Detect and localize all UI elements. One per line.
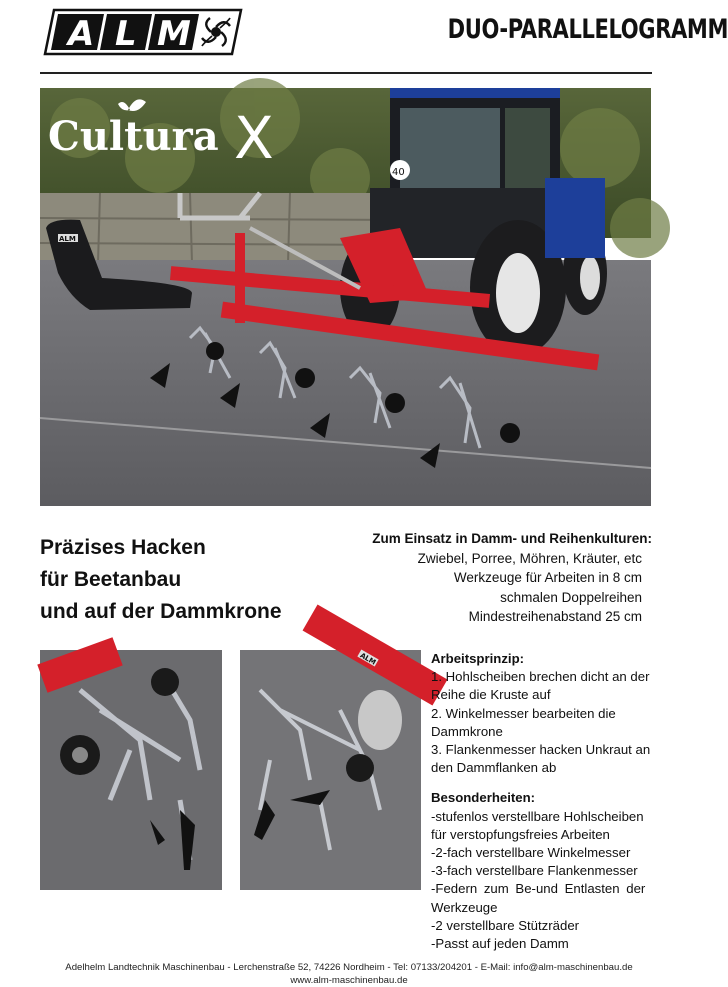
- features-heading: Besonderheiten:: [431, 790, 536, 806]
- feature-line: -3-fach verstellbare Flankenmesser: [431, 863, 638, 879]
- footer-address: Adelhelm Landtechnik Maschinenbau - Lerchenstraße 52, 74226 Nordheim - Tel: 07133/204201 - E-Mail: info@alm-maschinenbau.de: [65, 962, 633, 973]
- info-column: [431, 650, 653, 953]
- usage-line: Zwiebel, Porree, Möhren, Kräuter, etc: [417, 550, 642, 566]
- logo-letter-a: A: [68, 14, 95, 54]
- feature-line: -Passt auf jeden Damm: [431, 936, 569, 952]
- feature-line: Werkzeuge: [431, 899, 498, 915]
- principle-line: 3. Flankenmesser hacken Unkraut an: [431, 742, 651, 758]
- usage-heading: Zum Einsatz in Damm- und Reihenkulturen:: [372, 531, 652, 546]
- usage-block: [330, 529, 652, 627]
- headline-line-1: Präzises Hacken: [40, 536, 206, 559]
- logo-letter-l: L: [115, 14, 137, 54]
- usage-line: Mindestreihenabstand 25 cm: [468, 609, 642, 624]
- hero-photo: [40, 88, 651, 506]
- document-title: DUO-PARALLELOGRAMM: [447, 14, 728, 45]
- principle-heading: Arbeitsprinzip:: [431, 651, 525, 666]
- principle-line: 2. Winkelmesser bearbeiten die: [431, 705, 616, 721]
- svg-text:ALM: ALM: [59, 235, 76, 243]
- svg-text:Cultura: Cultura: [48, 113, 219, 160]
- detail-photo-left: [40, 650, 222, 890]
- logo-letter-m: M: [157, 14, 191, 54]
- svg-text:ALM: ALM: [358, 651, 378, 667]
- headline-line-3: und auf der Dammkrone: [40, 600, 282, 623]
- feature-line: -2-fach verstellbare Winkelmesser: [431, 845, 631, 861]
- svg-text:X: X: [234, 104, 274, 172]
- feature-line: -stufenlos verstellbare Hohlscheiben: [431, 808, 644, 824]
- principle-line: 1. Hohlscheiben brechen dicht an der: [431, 669, 650, 685]
- footer-website: www.alm-maschinenbau.de: [290, 975, 408, 986]
- svg-text:40: 40: [392, 167, 405, 178]
- alm-logo: [44, 9, 242, 55]
- feature-line: für verstopfungsfreies Arbeiten: [431, 826, 610, 842]
- principle-line: Reihe die Kruste auf: [431, 687, 551, 703]
- usage-line: schmalen Doppelreihen: [500, 589, 642, 605]
- headline: [40, 532, 340, 628]
- usage-line: Werkzeuge für Arbeiten in 8 cm: [453, 570, 642, 585]
- headline-line-2: für Beetanbau: [40, 568, 182, 591]
- principle-line: den Dammflanken ab: [431, 760, 557, 776]
- header-divider: [40, 72, 652, 74]
- feature-line: -Federn zum Be-und Entlasten der: [431, 881, 646, 897]
- spacer: [431, 777, 653, 789]
- footer: [20, 961, 678, 987]
- principle-line: Dammkrone: [431, 723, 503, 739]
- feature-line: -2 verstellbare Stützräder: [431, 917, 580, 933]
- detail-photo-right: [240, 650, 421, 890]
